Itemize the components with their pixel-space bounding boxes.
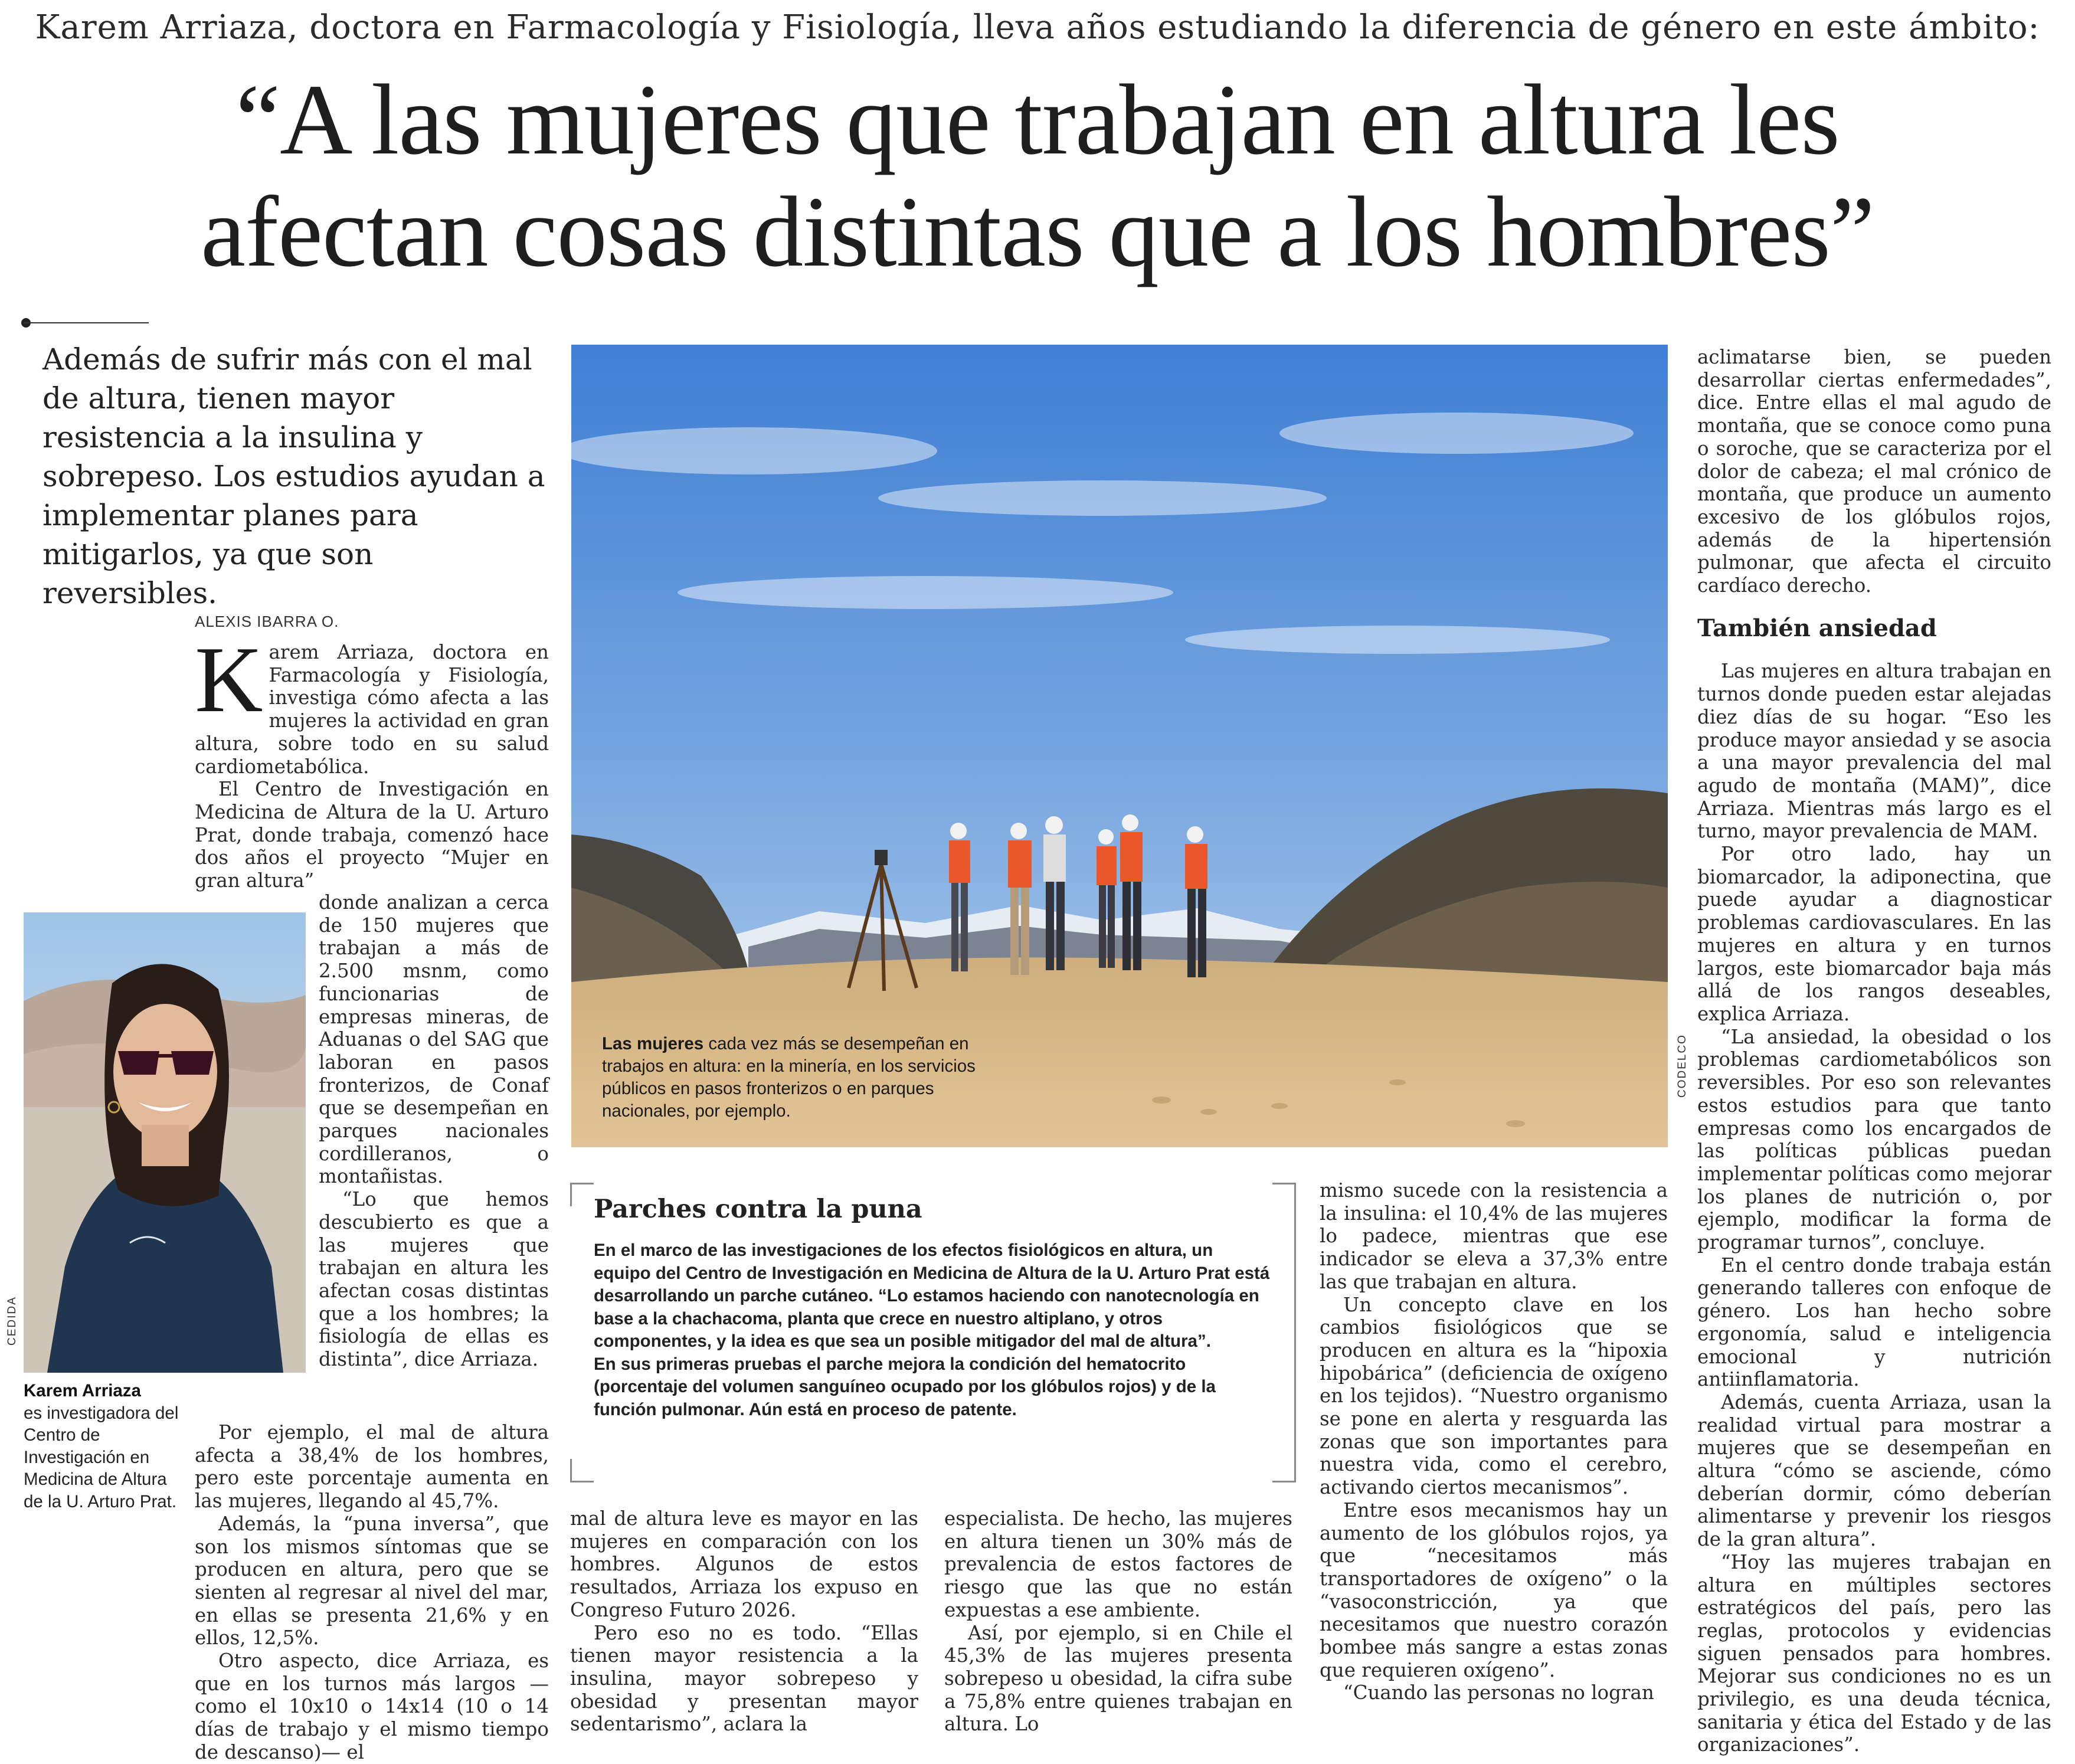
col4-paragraph-3: Entre esos mecanismos hay un aumento de los glóbulos rojos, ya que “necesitamos más transportadores de oxígeno” o la “vasoconstricción, ya que necesitamos que nuestro corazón bombee más sangre a estas zonas que requieren oxígeno”. <box>1320 1498 1668 1681</box>
sidebar-text <box>594 1239 1272 1421</box>
column-1-bottom <box>195 1421 549 1763</box>
portrait-caption <box>24 1380 183 1513</box>
column-4 <box>1320 1179 1668 1737</box>
paragraph-5: Además, la “puna inversa”, que son los mismos síntomas que se producen en altura, pero que se sienten al regresar al nivel del mar, en ellas se presenta 21,6% y en ellos, 12,5%. <box>195 1512 549 1650</box>
col5-paragraph-3: Por otro lado, hay un biomarcador, la adiponectina, que puede ayudar a diagnosticar problemas cardiovasculares. En las mujeres en altura y en turnos largos, este biomarcador baja más allá de los rangos deseables, explica Arriaza. <box>1697 843 2051 1025</box>
col3-paragraph-2: Así, por ejemplo, si en Chile el 45,3% de las mujeres presenta sobrepeso u obesidad, la cifra sube a 75,8% entre quienes trabajan en altura. Lo <box>944 1621 1292 1736</box>
paragraph-2-part-a: El Centro de Investigación en Medicina de Altura de la U. Arturo Prat, donde trabaja, comenzó hace dos años el proyecto “Mujer en gran altura” <box>195 778 549 892</box>
paragraph-4: Por ejemplo, el mal de altura afecta a 38,4% de los hombres, pero este porcentaje aumenta en las mujeres, llegando al 45,7%. <box>195 1421 549 1513</box>
col4-paragraph-1: mismo sucede con la resistencia a la insulina: el 10,4% de las mujeres lo padece, mientras que ese indicador se eleva a 37,3% entre las que trabajan en altura. <box>1320 1179 1668 1293</box>
sidebar-paragraph-1: En el marco de las investigaciones de los efectos fisiológicos en altura, un equipo del Centro de Investigación en Medicina de Altura de la U. Arturo Prat está desarrollando un parche cutáneo. “Lo estamos haciendo con nanotecnología en base a la chachacoma, planta que crece en nuestro altiplano, y otros componentes, y la idea es que sea un posible mitigador del mal de altura”. <box>594 1241 1270 1351</box>
portrait-description: es investigadora del Centro de Investigación en Medicina de Altura de la U. Arturo Prat. <box>24 1403 179 1511</box>
sidebar-paragraph-2: En sus primeras pruebas el parche mejora la condición del hematocrito (porcentaje del volumen sanguíneo ocupado por los glóbulos rojos) y de la función pulmonar. Aún está en proceso de patente. <box>594 1354 1216 1419</box>
byline: ALEXIS IBARRA O. <box>195 613 339 630</box>
paragraph-6: Otro aspecto, dice Arriaza, es que en los turnos más largos —como el 10x10 o 14x14 (10 o 14 días de trabajo y el mismo tiempo de descanso)— el <box>195 1650 549 1763</box>
col5-paragraph-1: aclimatarse bien, se pueden desarrollar ciertas enfermedades”, dice. Entre ellas el mal agudo de montaña, que se conoce como puna o soroche, que se caracteriza por el dolor de cabeza; el mal crónico de montaña, que produce un aumento excesivo de los glóbulos rojos, además de la hipertensión pulmonar, que afecta el circuito cardíaco derecho. <box>1697 346 2051 597</box>
drop-cap: K <box>195 627 263 732</box>
paragraph-2-part-b: donde analizan a cerca de 150 mujeres que trabajan a más de 2.500 msnm, como funcionarias de empresas mineras, de Aduanas o del SAG que laboran en pasos fronterizos, de Conaf que se desempeñan en parques nacionales cordilleranos, o montañistas. <box>319 891 549 1188</box>
portrait-credit: CEDIDA <box>6 1296 18 1346</box>
headline-line-1: “A las mujeres que trabajan en altura les <box>235 64 1840 175</box>
col4-paragraph-4: “Cuando las personas no logran <box>1343 1681 1654 1704</box>
kicker: Karem Arriaza, doctora en Farmacología y Fisiología, lleva años estudiando la diferencia de género en este ámbito: <box>35 8 2040 47</box>
headline-line-2: afectan cosas distintas que a los hombres” <box>201 176 1874 287</box>
sidebar-title: Parches contra la puna <box>594 1194 922 1224</box>
col5-paragraph-2: Las mujeres en altura trabajan en turnos donde pueden estar alejadas diez días de su hogar. “Eso les produce mayor ansiedad y se asocia a una mayor prevalencia del mal agudo de montaña (MAM)”, dice Arriaza. Mientras más largo es el turno, mayor prevalencia de MAM. <box>1697 660 2051 843</box>
col5-subhead: También ansiedad <box>1697 614 1937 642</box>
portrait-photo <box>24 912 306 1373</box>
col4-paragraph-2: Un concepto clave en los cambios fisiológicos que se producen en altura es la “hipoxia hipobárica” (deficiencia de oxígeno en los tejidos). “Nuestro organismo se pone en alerta y resguarda las zonas que son importantes para nuestra vida, como el cerebro, activando ciertos mecanismos”. <box>1320 1293 1668 1499</box>
column-5 <box>1697 346 2051 1756</box>
column-1-narrow <box>319 891 549 1422</box>
main-photo-caption: Las mujeres cada vez más se desempeñan en trabajos en altura: en la minería, en los servicios públicos en pasos fronterizos o en parques nacionales, por ejemplo. <box>602 1034 976 1121</box>
column-2 <box>570 1507 918 1737</box>
col2-paragraph-1: mal de altura leve es mayor en las mujeres en comparación con los hombres. Algunos de estos resultados, Arriaza los expuso en Congreso Futuro 2026. <box>570 1507 918 1621</box>
lead-rule <box>24 322 149 323</box>
headline <box>0 64 2075 288</box>
column-1-top <box>195 627 549 908</box>
col2-paragraph-2: Pero eso no es todo. “Ellas tienen mayor resistencia a la insulina, mayor sobrepeso y obesidad y presentan mayor sedentarismo”, aclara la <box>570 1621 918 1736</box>
paragraph-3: “Lo que hemos descubierto es que a las mujeres que trabajan en altura les afectan cosas distintas que a los hombres; la fisiología de ellas es distinta”, dice Arriaza. <box>319 1188 549 1371</box>
col5-paragraph-5: En el centro donde trabaja están generando talleres con enfoque de género. Los han hecho sobre ergonomía, salud e inteligencia emocional y nutrición antiinflamatoria. <box>1697 1254 2051 1391</box>
paragraph-1: Karem Arriaza, doctora en Farmacología y Fisiología, investiga cómo afecta a las mujeres la actividad en gran altura, sobre todo en su salud cardiometabólica. <box>195 627 549 778</box>
col5-paragraph-6: Además, cuenta Arriaza, usan la realidad virtual para mostrar a mujeres que se desempeñan en altura “cómo se asciende, cómo deberían dormir, cómo deberían alimentarse y prevenir los riesgos de la gran altura”. <box>1697 1390 2051 1551</box>
col5-paragraph-7: “Hoy las mujeres trabajan en altura en múltiples sectores estratégicos del país, pero las reglas, protocolos y evidencias siguen pensados para hombres. Mejorar sus condiciones no es un privilegio, es una deuda técnica, sanitaria y ética del Estado y de las organizaciones”. <box>1697 1550 2051 1756</box>
col3-paragraph-1: especialista. De hecho, las mujeres en altura tienen un 30% más de prevalencia de estos factores de riesgo que las que no están expuestas a ese ambiente. <box>944 1507 1292 1621</box>
col5-paragraph-4: “La ansiedad, la obesidad o los problemas cardiometabólicos son reversibles. Por eso son relevantes estos estudios para que tanto empresas como los encargados de las políticas públicas puedan implementar políticas como mejorar los planes de nutrición o, por ejemplo, modificar la forma de programar turnos”, concluye. <box>1697 1025 2051 1254</box>
portrait-name: Karem Arriaza <box>24 1381 141 1400</box>
lead-paragraph: Además de sufrir más con el mal de altura, tienen mayor resistencia a la insulina y sobrepeso. Los estudios ayudan a implementar planes para mitigarlos, ya que son reversibles. <box>42 342 545 610</box>
main-photo <box>571 345 1668 1147</box>
main-photo-credit: CODELCO <box>1676 1034 1688 1098</box>
column-3 <box>944 1507 1292 1737</box>
